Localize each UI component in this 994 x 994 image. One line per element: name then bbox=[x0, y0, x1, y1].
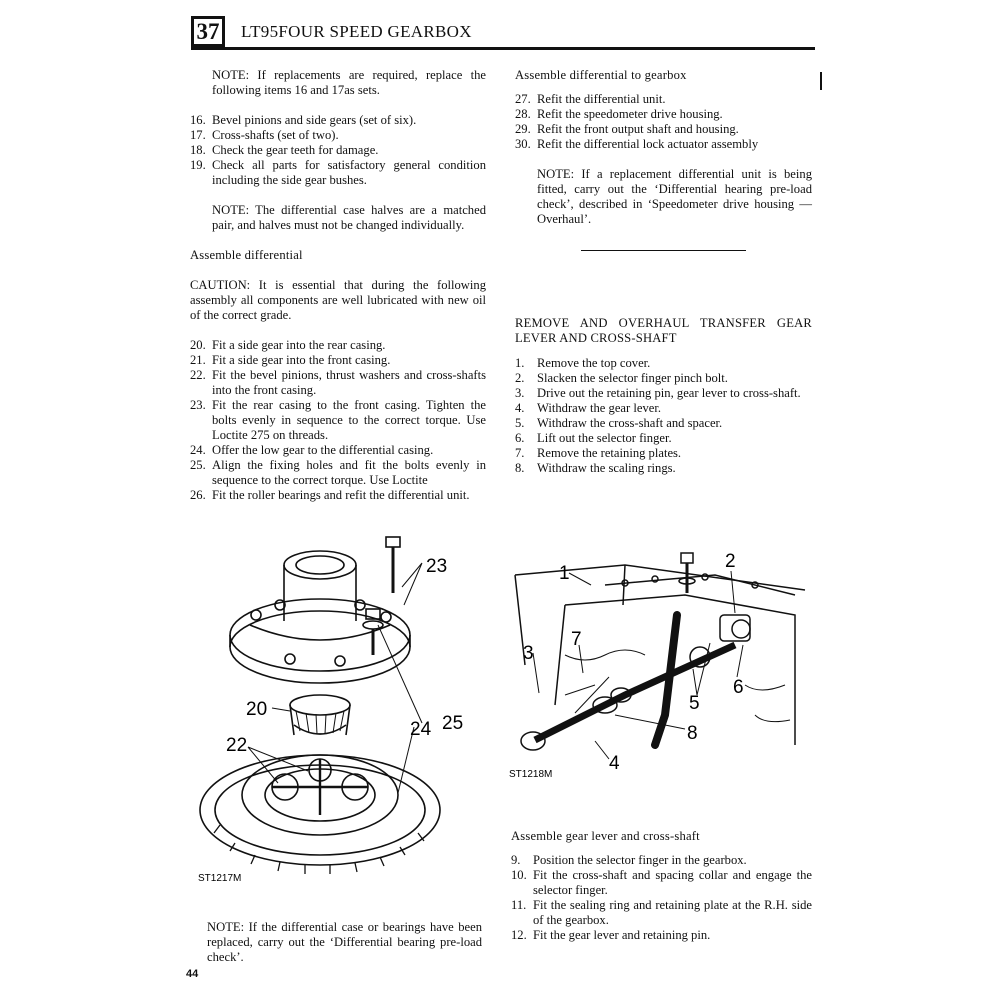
item-number: 23. bbox=[190, 398, 206, 412]
item-text: Withdraw the gear lever. bbox=[537, 401, 661, 415]
list-item bbox=[515, 431, 812, 446]
callout-25: 25 bbox=[442, 713, 464, 734]
list-item bbox=[515, 446, 812, 461]
item-number: 1. bbox=[515, 356, 525, 370]
item-number: 20. bbox=[190, 338, 206, 352]
list-item bbox=[190, 488, 486, 503]
callout-7: 7 bbox=[571, 629, 582, 650]
callout-1: 1 bbox=[559, 563, 570, 584]
list-item bbox=[190, 398, 486, 443]
item-number: 12. bbox=[511, 928, 527, 942]
list-item bbox=[190, 443, 486, 458]
item-text: Fit the bevel pinions, thrust washers and cross-shafts into the front casing. bbox=[212, 368, 486, 397]
page-number: 44 bbox=[186, 968, 199, 980]
item-number: 28. bbox=[515, 107, 531, 121]
list-item bbox=[190, 338, 486, 353]
callout-2: 2 bbox=[725, 551, 736, 572]
item-number: 21. bbox=[190, 353, 206, 367]
item-text: Withdraw the scaling rings. bbox=[537, 461, 676, 475]
list-item bbox=[515, 371, 812, 386]
heading-assemble-differential: Assemble differential bbox=[190, 248, 303, 262]
callout-5: 5 bbox=[689, 693, 700, 714]
list-item bbox=[515, 461, 812, 476]
gear-lever-diagram bbox=[505, 545, 810, 790]
item-text: Drive out the retaining pin, gear lever to cross-shaft. bbox=[537, 386, 801, 400]
left-column bbox=[190, 68, 486, 503]
item-number: 29. bbox=[515, 122, 531, 136]
page-title: LT95FOUR SPEED GEARBOX bbox=[241, 22, 472, 41]
callout-4: 4 bbox=[609, 753, 620, 774]
list-item bbox=[511, 853, 812, 868]
list-item bbox=[515, 416, 812, 431]
list-item bbox=[190, 458, 486, 488]
callout-23: 23 bbox=[426, 556, 448, 577]
list-item bbox=[511, 898, 812, 928]
callout-3: 3 bbox=[523, 643, 534, 664]
list-item bbox=[515, 401, 812, 416]
list-item bbox=[511, 868, 812, 898]
list-item bbox=[190, 113, 486, 128]
note-replacements: NOTE: If replacements are required, replace the following items 16 and 17as sets. bbox=[212, 68, 486, 97]
note-matched-pair: NOTE: The differential case halves are a matched pair, and halves must not be changed individually. bbox=[212, 203, 486, 232]
section-number-box bbox=[191, 16, 225, 47]
callout-24: 24 bbox=[410, 719, 432, 740]
callout-22: 22 bbox=[226, 735, 248, 756]
right-column-middle bbox=[515, 316, 812, 476]
item-text: Fit a side gear into the rear casing. bbox=[212, 338, 386, 352]
list-item bbox=[190, 158, 486, 188]
header-rule bbox=[191, 47, 815, 50]
item-number: 10. bbox=[511, 868, 527, 882]
item-text: Withdraw the cross-shaft and spacer. bbox=[537, 416, 723, 430]
callout-6: 6 bbox=[733, 677, 744, 698]
list-item bbox=[515, 122, 812, 137]
item-number: 19. bbox=[190, 158, 206, 172]
item-text: Bevel pinions and side gears (set of six). bbox=[212, 113, 417, 127]
item-number: 2. bbox=[515, 371, 525, 385]
heading-remove-overhaul: REMOVE AND OVERHAUL TRANSFER GEAR LEVER AND CROSS-SHAFT bbox=[515, 316, 812, 345]
item-number: 5. bbox=[515, 416, 525, 430]
list-item bbox=[515, 107, 812, 122]
side-gear-20 bbox=[290, 695, 350, 715]
item-number: 3. bbox=[515, 386, 525, 400]
item-number: 7. bbox=[515, 446, 525, 460]
item-number: 22. bbox=[190, 368, 206, 382]
list-item bbox=[515, 137, 812, 152]
item-number: 24. bbox=[190, 443, 206, 457]
item-number: 27. bbox=[515, 92, 531, 106]
differential-diagram bbox=[190, 525, 486, 895]
item-number: 17. bbox=[190, 128, 206, 142]
list-item bbox=[511, 928, 812, 943]
item-text: Fit the sealing ring and retaining plate at the R.H. side of the gearbox. bbox=[533, 898, 812, 927]
list-item bbox=[190, 353, 486, 368]
section-number: 37 bbox=[196, 19, 220, 44]
item-text: Remove the retaining plates. bbox=[537, 446, 682, 460]
item-text: Position the selector finger in the gearbox. bbox=[533, 853, 747, 867]
item-text: Refit the differential lock actuator assembly bbox=[537, 137, 759, 151]
item-text: Check the gear teeth for damage. bbox=[212, 143, 379, 157]
list-item bbox=[190, 368, 486, 398]
item-text: Fit the gear lever and retaining pin. bbox=[533, 928, 711, 942]
heading-assemble-gear-lever: Assemble gear lever and cross-shaft bbox=[511, 829, 700, 843]
list-item bbox=[515, 356, 812, 371]
section-divider bbox=[581, 250, 746, 251]
list-item bbox=[190, 143, 486, 158]
item-text: Fit the cross-shaft and spacing collar and engage the selector finger. bbox=[533, 868, 812, 897]
figure-code: ST1218M bbox=[509, 769, 553, 780]
item-text: Fit the rear casing to the front casing. Tighten the bolts evenly in sequence to the correct torque. Use Loctite 275 on threads. bbox=[212, 398, 486, 442]
item-text: Slacken the selector finger pinch bolt. bbox=[537, 371, 728, 385]
item-text: Check all parts for satisfactory general condition including the side gear bushes. bbox=[212, 158, 486, 187]
note-preload-text: NOTE: If the differential case or bearings have been replaced, carry out the ‘Differential bearing pre-load check’. bbox=[207, 920, 482, 964]
callout-8: 8 bbox=[687, 723, 698, 744]
item-text: Refit the differential unit. bbox=[537, 92, 666, 106]
list-item bbox=[515, 92, 812, 107]
edge-mark bbox=[820, 72, 822, 90]
item-text: Refit the speedometer drive housing. bbox=[537, 107, 723, 121]
figure-code: ST1217M bbox=[198, 873, 242, 884]
cross-shaft bbox=[535, 645, 735, 740]
item-number: 18. bbox=[190, 143, 206, 157]
caution-text: CAUTION: It is essential that during the following assembly all components are well lubricated with new oil of the correct grade. bbox=[190, 278, 486, 322]
item-text: Fit a side gear into the front casing. bbox=[212, 353, 391, 367]
list-item bbox=[190, 128, 486, 143]
item-text: Lift out the selector finger. bbox=[537, 431, 672, 445]
item-number: 16. bbox=[190, 113, 206, 127]
note-differential-preload: NOTE: If a replacement differential unit is being fitted, carry out the ‘Differential hearing pre-load check’, described in ‘Speedometer drive housing — Overhaul’. bbox=[537, 167, 812, 226]
note-bearing-preload-left bbox=[207, 920, 482, 965]
heading-assemble-to-gearbox: Assemble differential to gearbox bbox=[515, 68, 687, 82]
item-text: Refit the front output shaft and housing. bbox=[537, 122, 739, 136]
item-number: 30. bbox=[515, 137, 531, 151]
pinch-bolt bbox=[681, 553, 693, 563]
right-column-top bbox=[515, 68, 812, 227]
item-text: Cross-shafts (set of two). bbox=[212, 128, 339, 142]
item-text: Align the fixing holes and fit the bolts evenly in sequence to the correct torque. Use Loctite bbox=[212, 458, 486, 487]
item-number: 6. bbox=[515, 431, 525, 445]
bolt-23 bbox=[386, 537, 400, 547]
item-number: 4. bbox=[515, 401, 525, 415]
right-column-bottom bbox=[511, 829, 812, 943]
item-number: 11. bbox=[511, 898, 527, 912]
list-item bbox=[515, 386, 812, 401]
item-number: 26. bbox=[190, 488, 206, 502]
item-text: Fit the roller bearings and refit the differential unit. bbox=[212, 488, 470, 502]
item-number: 9. bbox=[511, 853, 521, 867]
item-number: 25. bbox=[190, 458, 206, 472]
callout-20: 20 bbox=[246, 699, 268, 720]
item-number: 8. bbox=[515, 461, 525, 475]
item-text: Remove the top cover. bbox=[537, 356, 651, 370]
item-text: Offer the low gear to the differential casing. bbox=[212, 443, 434, 457]
